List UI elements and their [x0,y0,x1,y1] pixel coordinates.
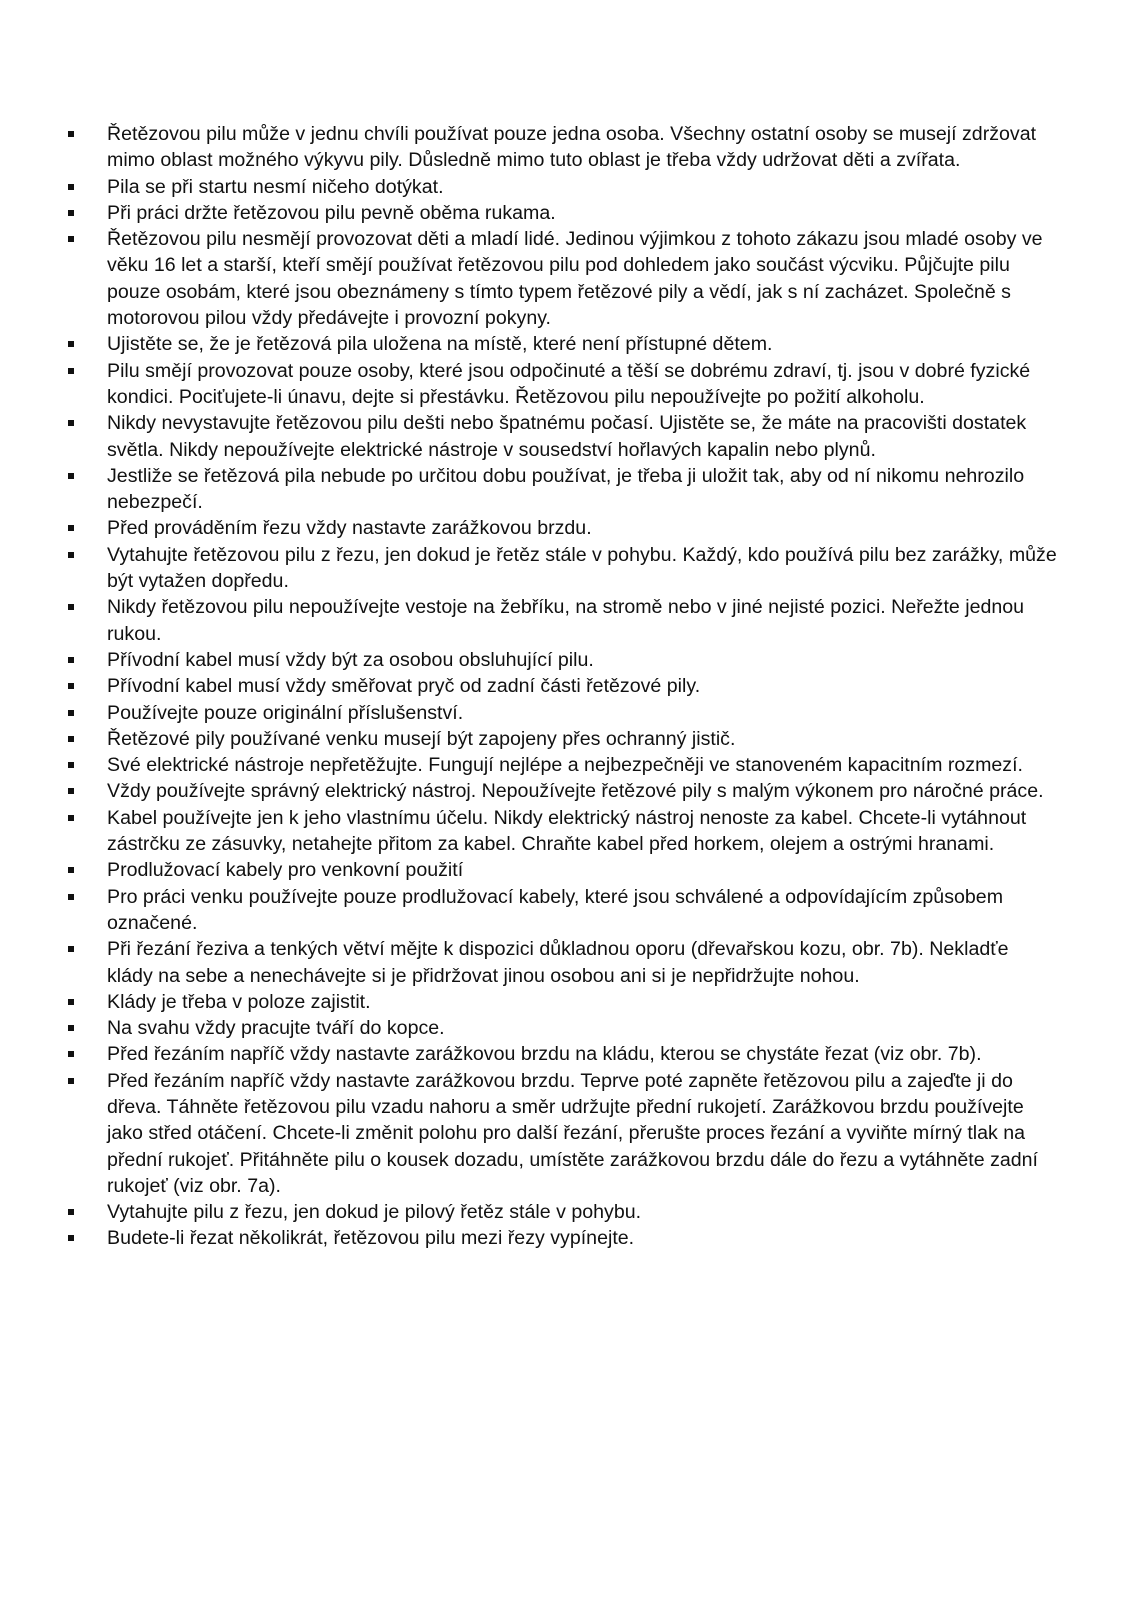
list-item [68,1015,1058,1041]
bullet-icon [68,420,74,426]
bullet-icon [68,946,74,952]
bullet-icon [68,604,74,610]
list-item [68,594,1058,647]
list-item [68,1225,1058,1251]
list-item [68,331,1058,357]
list-item-text: Používejte pouze originální příslušenství. [107,701,464,724]
list-item-text: Přívodní kabel musí vždy být za osobou obsluhující pilu. [107,648,594,671]
list-item [68,542,1058,595]
list-item [68,226,1058,331]
list-item [68,936,1058,989]
bullet-icon [68,1209,74,1215]
list-item-text: Jestliže se řetězová pila nebude po určitou dobu používat, je třeba ji uložit tak, aby od ní nikomu nehrozilo nebezpečí. [107,464,1025,514]
list-item-text: Ujistěte se, že je řetězová pila uložena na místě, které není přístupné dětem. [107,333,773,356]
bullet-icon [68,236,74,242]
bullet-icon [68,473,74,479]
list-item-text: Klády je třeba v poloze zajistit. [107,990,371,1013]
list-item-text: Při řezání řeziva a tenkých větví mějte k dispozici důkladnou oporu (dřevařskou kozu, obr. 7b). Nekladťe klády na sebe a nenechávejte si je přidržovat jinou osobou ani si je nepřidržujte nohou. [107,938,1009,987]
bullet-icon [68,1078,74,1084]
bullet-icon [68,1051,74,1057]
list-item-text: Před řezáním napříč vždy nastavte zarážkovou brzdu na kládu, kterou se chystáte řezat (viz obr. 7b). [107,1043,982,1066]
list-item [68,752,1058,778]
bullet-icon [68,867,74,873]
list-item-text: Pilu smějí provozovat pouze osoby, které jsou odpočinuté a těší se dobrému zdraví, tj. jsou v dobré fyzické kondici. Pociťujete-li únavu, dejte si přestávku. Řetězovou pilu nepoužívejte po požití alkoholu. [107,359,1031,408]
bullet-icon [68,657,74,663]
bullet-icon [68,683,74,689]
bullet-icon [68,1025,74,1031]
list-item [68,200,1058,226]
list-item-text: Své elektrické nástroje nepřetěžujte. Fungují nejlépe a nejbezpečněji ve stanoveném kapacitním rozmezí. [107,754,1023,777]
list-item [68,989,1058,1015]
bullet-icon [68,894,74,900]
list-item [68,1199,1058,1225]
list-item-text: Vždy používejte správný elektrický nástroj. Nepoužívejte řetězové pily s malým výkonem pro náročné práce. [107,780,1044,803]
list-item [68,700,1058,726]
bullet-icon [68,525,74,531]
list-item [68,358,1058,411]
list-item [68,410,1058,463]
list-item-text: Nikdy nevystavujte řetězovou pilu dešti nebo špatnému počasí. Ujistěte se, že máte na pracovišti dostatek světla. Nikdy nepoužívejte elektrické nástroje v sousedství hořlavých kapalin nebo plynů. [107,412,1027,461]
list-item-text: Před řezáním napříč vždy nastavte zarážkovou brzdu. Teprve poté zapněte řetězovou pilu a zajeďte ji do dřeva. Táhněte řetězovou pilu vzadu nahoru a směr udržujte přední rukojetí. Zarážkovou brzdu používejte jako střed otáčení. Chcete-li změnit polohu pro další řezání, přerušte proces řezání a vyviňte mírný tlak na přední rukojeť. Přitáhněte pilu o kousek dozadu, umístěte zarážkovou brzdu dále do řezu a vytáhněte zadní rukojeť (viz obr. 7a). [107,1069,1038,1197]
bullet-icon [68,815,74,821]
list-item-text: Prodlužovací kabely pro venkovní použití [107,859,464,882]
list-item [68,121,1058,174]
bullet-icon [68,184,74,190]
list-item [68,673,1058,699]
list-item-text: Řetězovou pilu nesmějí provozovat děti a mladí lidé. Jedinou výjimkou z tohoto zákazu jsou mladé osoby ve věku 16 let a starší, kteří smějí používat řetězovou pilu pod dohledem jako součást výcviku. Půjčujte pilu pouze osobám, které jsou obeznámeny s tímto typem řetězové pily a vědí, jak s ní zacházet. Společně s motorovou pilou vždy předávejte i provozní pokyny. [107,228,1043,330]
bullet-icon [68,341,74,347]
list-item-text: Budete-li řezat několikrát, řetězovou pilu mezi řezy vypínejte. [107,1227,635,1250]
list-item-text: Řetězovou pilu může v jednu chvíli používat pouze jedna osoba. Všechny ostatní osoby se musejí zdržovat mimo oblast možného výkyvu pily. Důsledně mimo tuto oblast je třeba vždy udržovat děti a zvířata. [107,123,1037,172]
list-item-text: Nikdy řetězovou pilu nepoužívejte vestoje na žebříku, na stromě nebo v jiné nejisté pozici. Neřežte jednou rukou. [107,596,1025,645]
bullet-icon [68,788,74,794]
list-item [68,463,1058,516]
bullet-icon [68,1235,74,1241]
list-item-text: Na svahu vždy pracujte tváří do kopce. [107,1017,445,1040]
list-item-text: Pila se při startu nesmí ničeho dotýkat. [107,175,444,198]
list-item [68,726,1058,752]
list-item-text: Pro práci venku používejte pouze prodlužovací kabely, které jsou schválené a odpovídajícím způsobem označené. [107,885,1004,934]
list-item [68,778,1058,804]
bullet-icon [68,999,74,1005]
list-item-text: Vytahujte řetězovou pilu z řezu, jen dokud je řetěz stále v pohybu. Každý, kdo používá pilu bez zarážky, může být vytažen dopředu. [107,543,1057,593]
bullet-icon [68,210,74,216]
bullet-icon [68,710,74,716]
list-item-text: Kabel používejte jen k jeho vlastnímu účelu. Nikdy elektrický nástroj nenoste za kabel. Chcete-li vytáhnout zástrčku ze zásuvky, netahejte přitom za kabel. Chraňte kabel před horkem, olejem a ostrými hranami. [107,806,1027,856]
bullet-icon [68,368,74,374]
list-item-text: Při práci držte řetězovou pilu pevně oběma rukama. [107,201,556,224]
list-item [68,857,1058,883]
bullet-icon [68,762,74,768]
list-item [68,884,1058,937]
list-item-text: Vytahujte pilu z řezu, jen dokud je pilový řetěz stále v pohybu. [107,1201,642,1224]
bullet-icon [68,131,74,137]
list-item [68,515,1058,541]
list-item [68,1041,1058,1067]
list-item [68,805,1058,858]
list-item [68,1068,1058,1199]
list-item [68,647,1058,673]
safety-instructions-list [68,121,1058,1252]
list-item-text: Řetězové pily používané venku musejí být zapojeny přes ochranný jistič. [107,727,736,750]
list-item-text: Přívodní kabel musí vždy směřovat pryč od zadní části řetězové pily. [107,675,701,698]
list-item [68,174,1058,200]
bullet-icon [68,736,74,742]
bullet-icon [68,552,74,558]
list-item-text: Před prováděním řezu vždy nastavte zarážkovou brzdu. [107,517,592,540]
